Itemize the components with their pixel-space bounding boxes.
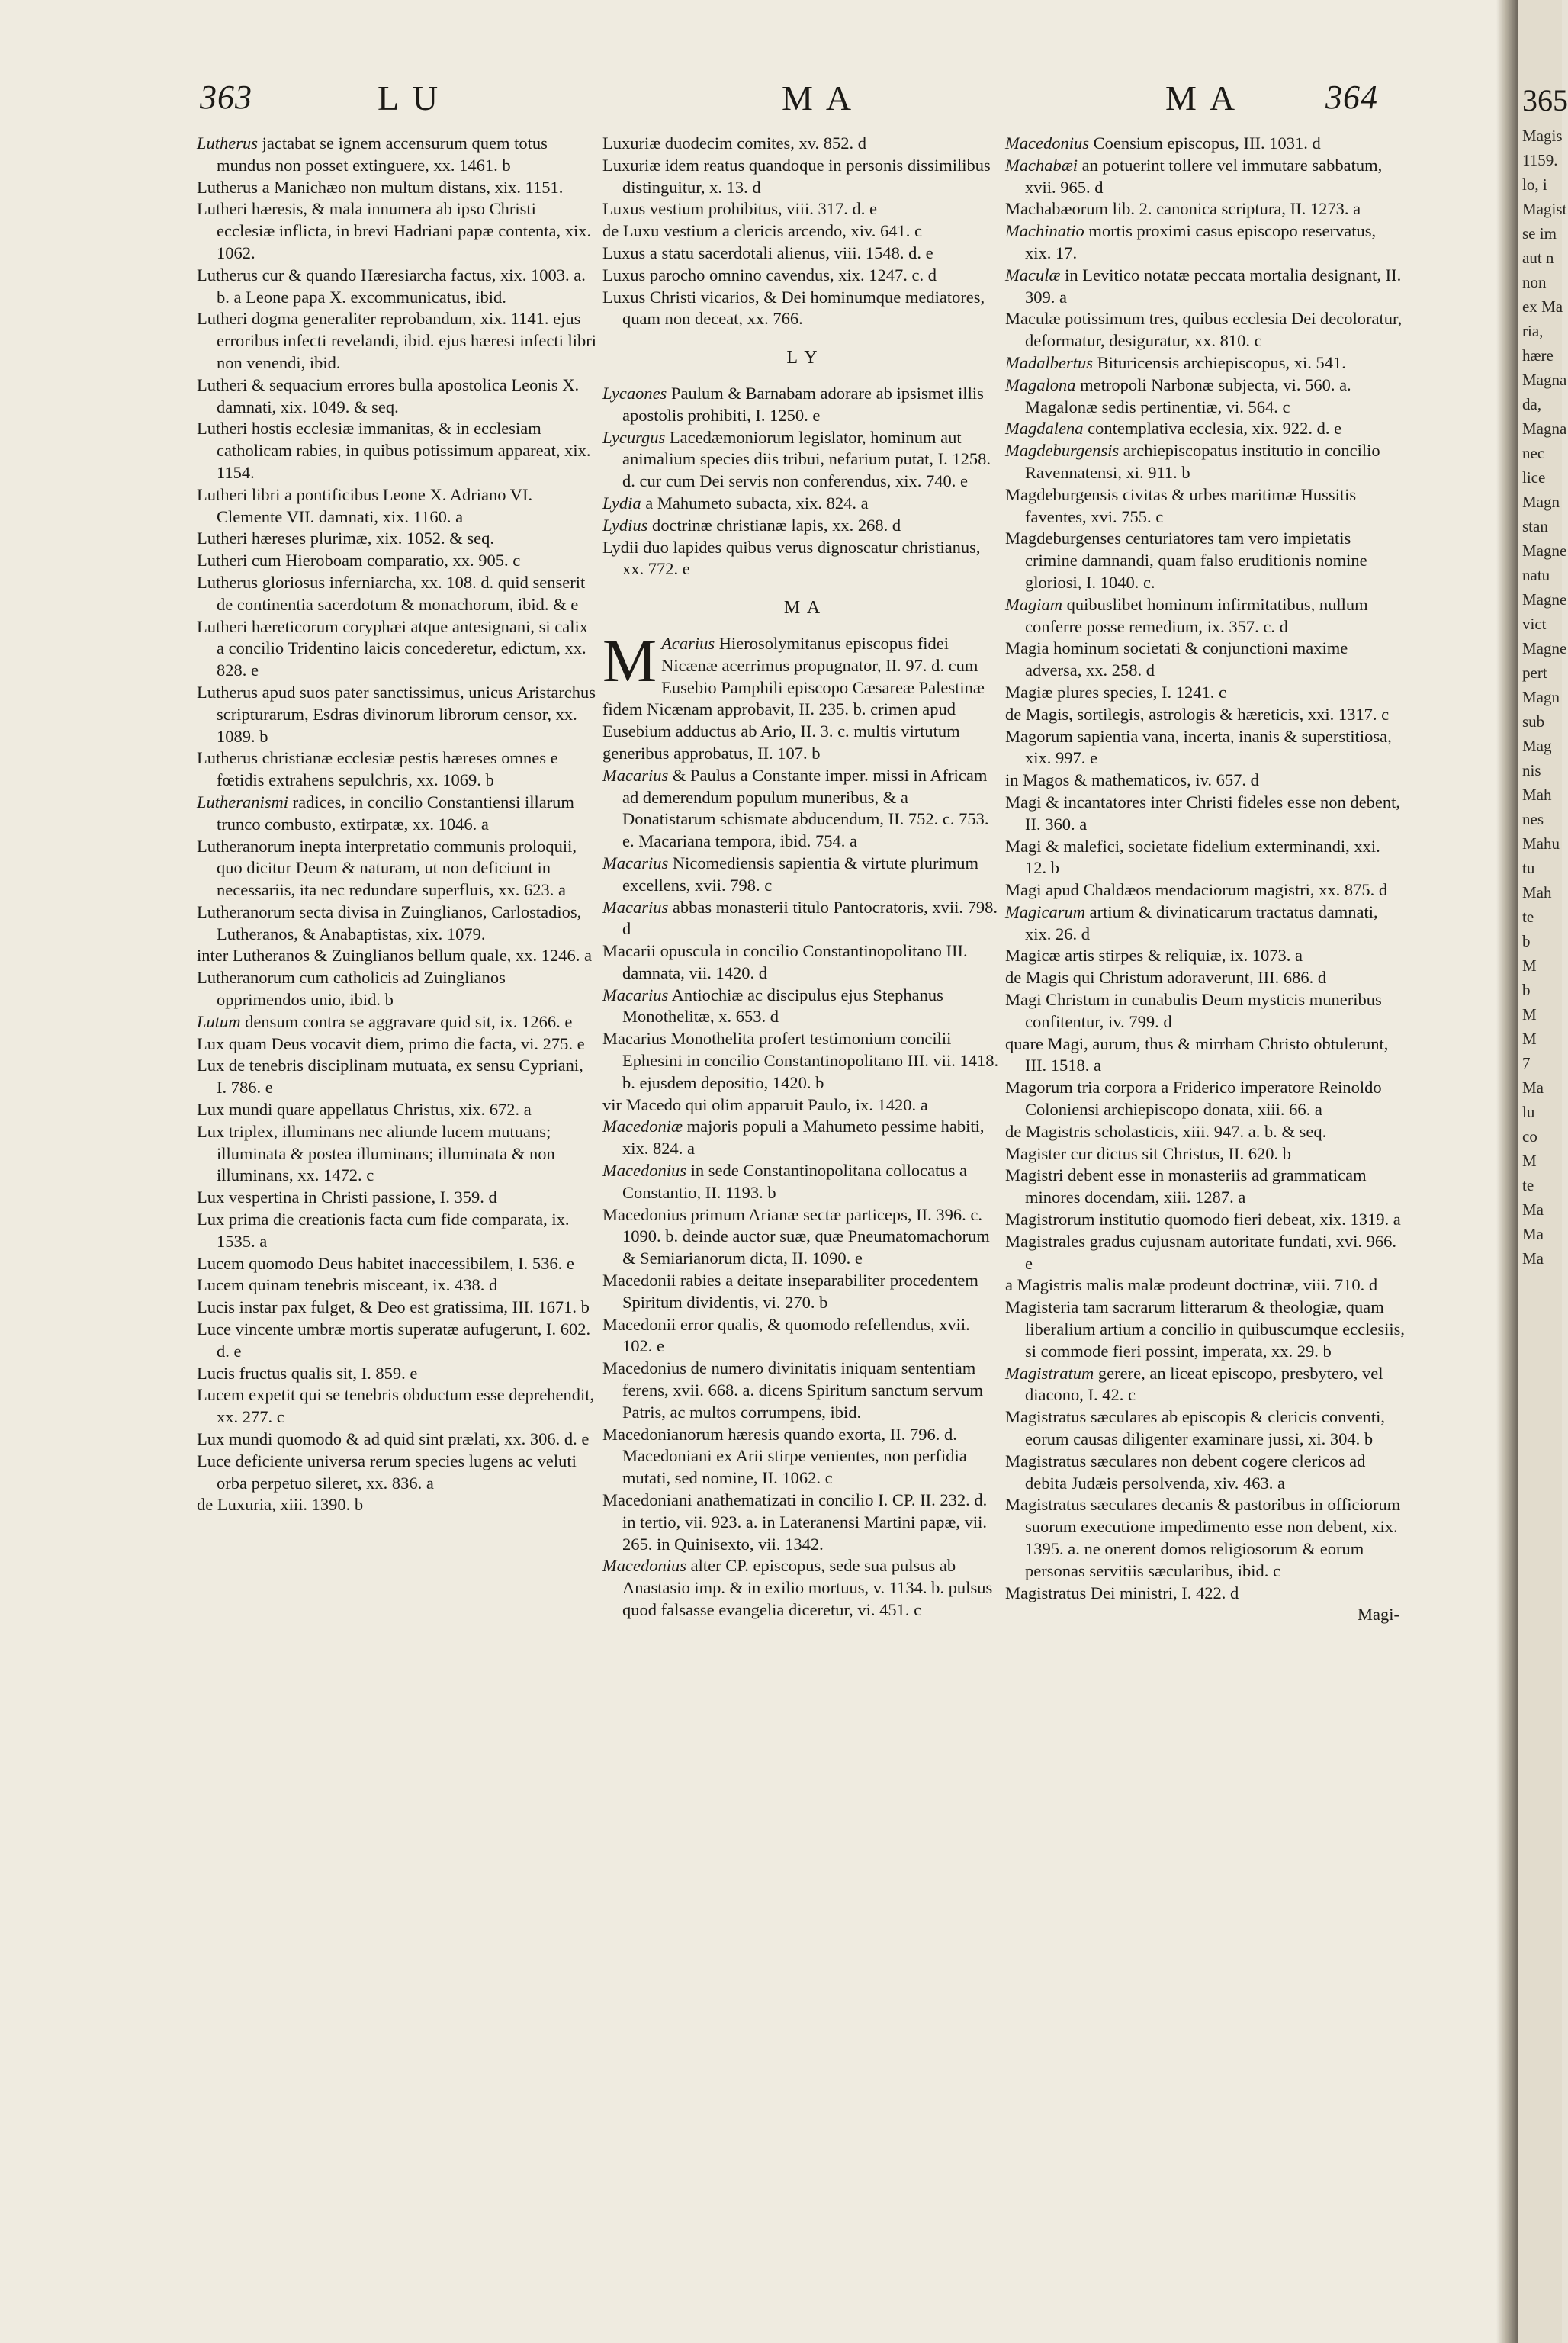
entry-text: a Mahumeto subacta, xix. 824. a [641, 493, 869, 513]
entry-text: Luxuriæ duodecim comites, xv. 852. d [602, 133, 866, 153]
index-entry [1005, 1033, 1406, 1078]
entry-text: de Luxu vestium a clericis arcendo, xiv. 641. c [602, 221, 923, 241]
entry-headword: Maculæ [1005, 265, 1061, 284]
book-gutter [1496, 0, 1518, 2343]
adjacent-page-fragment: natu [1522, 566, 1550, 584]
entry-headword: Magicarum [1005, 902, 1085, 921]
adjacent-page-fragment: Mag [1522, 737, 1552, 755]
index-entry [602, 537, 1003, 581]
entry-text: Magdeburgensis civitas & urbes maritimæ Hussitis faventes, xvi. 755. c [1005, 484, 1357, 526]
entry-text: Lutheri libri a pontificibus Leone X. Adriano VI. Clemente VII. damnati, xix. 1160. a [197, 484, 533, 526]
entry-text: Magicæ artis stirpes & reliquiæ, ix. 1073. a [1005, 946, 1303, 966]
index-entry [1005, 374, 1406, 419]
entry-text: Magorum sapientia vana, incerta, inanis & superstitiosa, xix. 997. e [1005, 726, 1392, 768]
index-entry [602, 427, 1003, 493]
index-entry [1005, 704, 1406, 726]
index-entry [197, 902, 597, 946]
index-entry [197, 1297, 597, 1319]
entry-text: Magi apud Chaldæos mendaciorum magistri, xx. 875. d [1005, 880, 1388, 900]
index-entry [197, 572, 597, 616]
index-entry [602, 265, 1003, 287]
entry-text: Luce vincente umbræ mortis superatæ aufugerunt, I. 602. d. e [197, 1319, 591, 1361]
index-entry [602, 1424, 1003, 1490]
entry-text: de Magistris scholasticis, xiii. 947. a. b. & seq. [1005, 1121, 1327, 1141]
entry-text: artium & divinaticarum tractatus damnati, xix. 26. d [1025, 902, 1378, 943]
adjacent-page-fragment: hære [1522, 346, 1554, 365]
index-entry [602, 1094, 1003, 1117]
index-entry [197, 1494, 597, 1516]
entry-headword: Lydia [602, 493, 641, 513]
entry-text: Lux mundi quomodo & ad quid sint prælati, xx. 306. d. e [197, 1429, 590, 1449]
adjacent-page-fragment: Magna [1522, 371, 1567, 389]
index-entry [602, 1270, 1003, 1314]
index-entry [1005, 1274, 1406, 1297]
entry-headword: Macedoniæ [602, 1117, 683, 1136]
index-entry [197, 792, 597, 836]
entry-text: Luxus vestium prohibitus, viii. 317. d. e [602, 199, 877, 219]
index-entry [1005, 1297, 1406, 1362]
index-entry [197, 1099, 597, 1121]
index-entry [197, 967, 597, 1011]
adjacent-page-fragment: pert [1522, 664, 1547, 682]
entry-text: in sede Constantinopolitana collocatus a Constantio, II. 1193. b [622, 1161, 968, 1202]
entry-text: de Magis, sortilegis, astrologis & hæreticis, xxi. 1317. c [1005, 704, 1390, 724]
index-entry [1005, 1583, 1406, 1605]
entry-headword: Lycaones [602, 383, 667, 403]
index-entry [197, 1011, 597, 1033]
entry-text: Macarius Monothelita profert testimonium concilii Ephesini in concilio Constantinopolitano III. vii. 1418. b. ejusdem depositio, 1420. b [602, 1029, 999, 1092]
adjacent-page-fragment: Mah [1522, 786, 1552, 804]
entry-text: Lutherus cur & quando Hæresiarcha factus, xix. 1003. a. b. a Leone papa X. excommunicatus, ibid. [197, 265, 586, 307]
index-entry [1005, 682, 1406, 704]
entry-text: mortis proximi casus episcopo reservatus, xix. 17. [1025, 221, 1377, 262]
entry-text: Lutheri hostis ecclesiæ immanitas, & in ecclesiam catholicam rabies, in quibus potissimum appareat, xix. 1154. [197, 419, 591, 482]
entry-text: Maculæ potissimum tres, quibus ecclesia Dei decoloratur, deformatur, desiguratur, xx. 810. c [1005, 309, 1403, 351]
entry-headword: Macarius [602, 985, 669, 1004]
adjacent-page-fragment: lo, i [1522, 175, 1547, 194]
index-entry [1005, 440, 1406, 484]
index-entry [602, 243, 1003, 265]
entry-text: archiepiscopatus institutio in concilio Ravennatensi, xi. 911. b [1025, 441, 1380, 482]
entry-text: Magistratus sæculares ab episcopis & clericis conventi, eorum causas diligenter examinare jussi, xi. 304. b [1005, 1407, 1385, 1449]
index-entry [197, 1363, 597, 1385]
index-entry [1005, 1363, 1406, 1407]
index-entry [197, 1033, 597, 1056]
entry-text: Lux prima die creationis facta cum fide comparata, ix. 1535. a [197, 1210, 570, 1251]
adjacent-page-fragment: 1159. [1522, 151, 1558, 169]
adjacent-page-fragment: Magist [1522, 200, 1567, 218]
index-entry [197, 198, 597, 264]
adjacent-page-fragment: Ma [1522, 1078, 1544, 1097]
entry-text: Lacedæmoniorum legislator, hominum aut animalium species diis tribui, nefarium putat, I. 1258. d. cur cum Dei servis non conferendus, xix. 740. e [622, 427, 991, 491]
entry-text: Luxus a statu sacerdotali alienus, viii. 1548. d. e [602, 243, 933, 262]
adjacent-page-fragment: non [1522, 273, 1547, 291]
entry-text: Macedonius primum Arianæ sectæ particeps, II. 396. c. 1090. b. deinde auctor suæ, quæ Pneumatomachorum & Semiarianorum dicta, II. 1090. e [602, 1204, 990, 1268]
index-entry [1005, 1231, 1406, 1275]
index-entry [602, 133, 1003, 155]
entry-text: an potuerint tollere vel immutare sabbatum, xvii. 965. d [1025, 155, 1383, 197]
entry-headword: Lutheranismi [197, 792, 289, 812]
left-running-head: L U [378, 79, 442, 117]
index-entry [197, 484, 597, 529]
entry-headword: Lutum [197, 1011, 241, 1031]
adjacent-page-number: 365 [1522, 83, 1568, 117]
adjacent-page-fragment: co [1522, 1127, 1537, 1146]
index-entry [1005, 989, 1406, 1033]
index-entry [1005, 484, 1406, 529]
index-entry [197, 1451, 597, 1495]
index-entry [197, 747, 597, 792]
index-entry [602, 1490, 1003, 1555]
adjacent-page-fragment: lice [1522, 468, 1546, 487]
adjacent-page-fragment: M [1522, 956, 1537, 975]
entry-text: Lutheri cum Hieroboam comparatio, xx. 905. c [197, 551, 521, 570]
index-entry [602, 198, 1003, 220]
index-entry [1005, 418, 1406, 440]
index-entry [602, 493, 1003, 515]
index-entry [602, 940, 1003, 985]
entry-text: majoris populi a Mahumeto pessime habiti, xix. 824. a [622, 1117, 985, 1159]
index-entry [602, 1358, 1003, 1423]
entry-text: Lutherus a Manichæo non multum distans, xix. 1151. [197, 177, 564, 197]
adjacent-page-fragment: se im [1522, 224, 1557, 243]
entry-headword: Magistratum [1005, 1363, 1094, 1383]
entry-text: Macedoniani anathematizati in concilio I. CP. II. 232. d. in tertio, vii. 923. a. in Lateranensi Martini papæ, vii. 265. in Quinisexto, vii. 1342. [602, 1490, 988, 1554]
entry-text: Luxus Christi vicarios, & Dei hominumque mediatores, quam non deceat, xx. 766. [602, 287, 985, 329]
entry-text: Nicomediensis sapientia & virtute plurimum excellens, xvii. 798. c [622, 853, 979, 895]
entry-text: jactabat se ignem accensurum quem totus mundus non posset extinguere, xx. 1461. b [217, 133, 548, 175]
entry-text: quibuslibet hominum infirmitatibus, nullum conferre posse remedium, ix. 357. c. d [1025, 594, 1368, 636]
index-entry [602, 1116, 1003, 1160]
right-running-head: M A [1165, 79, 1239, 117]
entry-text: de Magis qui Christum adoraverunt, III. 686. d [1005, 968, 1327, 988]
index-entry [197, 1209, 597, 1253]
entry-text: vir Macedo qui olim apparuit Paulo, ix. 1420. a [602, 1094, 928, 1114]
adjacent-page-fragment: vict [1522, 615, 1547, 633]
entry-text: Lutherus apud suos pater sanctissimus, unicus Aristarchus scripturarum, Esdras divinorum librorum censor, xx. 1089. b [197, 682, 596, 746]
index-entry [197, 265, 597, 309]
entry-text: Lutherus christianæ ecclesiæ pestis hæreses omnes e fœtidis extrahens sepulchris, xx. 1069. b [197, 748, 558, 790]
entry-text: densum contra se aggravare quid sit, ix. 1266. e [240, 1011, 573, 1031]
index-entry [602, 765, 1003, 853]
index-entry [1005, 792, 1406, 836]
index-entry [197, 528, 597, 550]
adjacent-page-fragment: Mah [1522, 883, 1552, 902]
adjacent-page-fragment: da, [1522, 395, 1542, 413]
entry-headword: Magdeburgensis [1005, 441, 1120, 461]
entry-text: Lutheri hæreticorum coryphæi atque antesignani, si calix a concilio Tridentino laicis concederetur, edictum, xx. 828. e [197, 616, 588, 680]
index-entry [1005, 638, 1406, 682]
entry-text: Lutheranorum cum catholicis ad Zuinglianos opprimendos unio, ibid. b [197, 968, 506, 1010]
entry-text: in Levitico notatæ peccata mortalia designant, II. 309. a [1025, 265, 1402, 307]
adjacent-page-fragment: stan [1522, 517, 1548, 535]
adjacent-page-fragment: aut n [1522, 249, 1554, 267]
entry-text: Luxuriæ idem reatus quandoque in personis dissimilibus distinguitur, x. 13. d [602, 155, 991, 197]
entry-text: Lydii duo lapides quibus verus dignoscatur christianus, xx. 772. e [602, 537, 981, 579]
index-entry [197, 177, 597, 199]
adjacent-page-fragment: Magn [1522, 493, 1560, 511]
entry-text: de Luxuria, xiii. 1390. b [197, 1495, 364, 1515]
index-entry [1005, 308, 1406, 352]
entry-headword: Macarius [602, 853, 669, 873]
index-entry [1005, 879, 1406, 902]
index-entry [197, 945, 597, 967]
adjacent-page-fragment: Magne [1522, 542, 1567, 560]
adjacent-page-fragment: Ma [1522, 1249, 1544, 1268]
entry-headword: Macedonius [1005, 133, 1089, 153]
entry-headword: Macedonius [602, 1161, 686, 1181]
entry-text: Lux vespertina in Christi passione, I. 359. d [197, 1188, 497, 1207]
entry-headword: Acarius [661, 633, 715, 653]
index-entry [197, 616, 597, 682]
entry-text: Magi Christum in cunabulis Deum mysticis muneribus confitentur, iv. 799. d [1005, 990, 1382, 1031]
entry-headword: Macarius [602, 765, 669, 785]
index-entry [1005, 726, 1406, 770]
entry-text: abbas monasterii titulo Pantocratoris, xvii. 798. d [622, 897, 998, 939]
index-entry [602, 1314, 1003, 1358]
entry-text: Magi & incantatores inter Christi fideles esse non debent, II. 360. a [1005, 792, 1400, 834]
index-entry [1005, 1077, 1406, 1121]
entry-headword: Madalbertus [1005, 352, 1093, 372]
entry-text: Lucis instar pax fulget, & Deo est gratissima, III. 1671. b [197, 1297, 590, 1317]
entry-headword: Lutherus [197, 133, 259, 153]
index-entry [602, 985, 1003, 1029]
index-entry [1005, 1165, 1406, 1209]
index-entry [1005, 352, 1406, 374]
adjacent-page-fragment: M [1522, 1005, 1537, 1024]
index-entry [1005, 1494, 1406, 1582]
entry-headword: Lycurgus [602, 427, 666, 447]
entry-text: Luxus parocho omnino cavendus, xix. 1247. c. d [602, 265, 937, 284]
index-column-middle [602, 133, 1003, 1621]
entry-text: Lutheri & sequacium errores bulla apostolica Leonis X. damnati, xix. 1049. & seq. [197, 374, 580, 416]
index-column-left [197, 133, 597, 1516]
entry-text: Lutheri dogma generaliter reprobandum, xix. 1141. ejus erroribus infecti revelandi, ibid. ejus hæresi infecti libri non venendi, ibid. [197, 309, 596, 372]
adjacent-page-fragment: b [1522, 981, 1531, 999]
center-running-head: M A [782, 79, 855, 117]
index-entry [602, 287, 1003, 331]
entry-text: Lutherus gloriosus inferniarcha, xx. 108. d. quid senserit de continentia sacerdotum & monachorum, ibid. & e [197, 572, 586, 614]
adjacent-page-fragment: Ma [1522, 1200, 1544, 1219]
entry-text: Coensium episcopus, III. 1031. d [1088, 133, 1321, 153]
entry-text: Lucem quomodo Deus habitet inaccessibilem, I. 536. e [197, 1253, 574, 1273]
index-entry [602, 1028, 1003, 1094]
adjacent-page-fragment: Magn [1522, 688, 1560, 706]
entry-text: doctrinæ christianæ lapis, xx. 268. d [647, 515, 901, 535]
index-entry [1005, 902, 1406, 946]
index-entry [602, 853, 1003, 897]
adjacent-page-fragment: sub [1522, 712, 1545, 731]
index-entry [1005, 220, 1406, 265]
index-entry [602, 515, 1003, 537]
index-entry [602, 897, 1003, 941]
entry-headword: Machinatio [1005, 221, 1084, 241]
index-entry [1005, 945, 1406, 967]
adjacent-page-fragment: nis [1522, 761, 1541, 779]
index-entry [1005, 528, 1406, 593]
right-page-number: 364 [1325, 79, 1378, 116]
entry-text: Lucem expetit qui se tenebris obductum esse deprehendit, xx. 277. c [197, 1385, 595, 1427]
section-heading-ma: M A [783, 598, 822, 619]
index-column-right [1005, 133, 1406, 1626]
index-entry [197, 682, 597, 747]
entry-text: & Paulus a Constante imper. missi in Africam ad demerendum populum muneribus, & a Donatistarum schismate abducendum, II. 752. c. 753. e. Macariana tempora, ibid. 754. a [622, 765, 989, 851]
adjacent-page-fragment: ex Ma [1522, 297, 1563, 316]
entry-text: Magister cur dictus sit Christus, II. 620. b [1005, 1143, 1291, 1163]
entry-text: metropoli Narbonæ subjecta, vi. 560. a. Magalonæ sedis pertinentiæ, vi. 564. c [1025, 374, 1351, 416]
index-entry [602, 1555, 1003, 1621]
index-entry [197, 1429, 597, 1451]
index-entry [1005, 1406, 1406, 1451]
index-entry [1005, 1143, 1406, 1165]
index-entry [1005, 1209, 1406, 1231]
index-entry [1005, 133, 1406, 155]
entry-text: Antiochiæ ac discipulus ejus Stephanus Monothelitæ, x. 653. d [622, 985, 943, 1027]
entry-text: Magistrorum institutio quomodo fieri debeat, xix. 1319. a [1005, 1210, 1401, 1229]
entry-text: Lutheri hæresis, & mala innumera ab ipso Christi ecclesiæ inflicta, in brevi Hadriani papæ contenta, xix. 1062. [197, 199, 592, 262]
entry-text: Paulum & Barnabam adorare ab ipsismet illis apostolis prohibiti, I. 1250. e [622, 383, 984, 425]
index-entry [197, 550, 597, 572]
entry-text: contemplativa ecclesia, xix. 922. d. e [1083, 419, 1342, 439]
entry-text: Macedonii rabies a deitate inseparabiliter procedentem Spiritum dividentis, vi. 270. b [602, 1271, 978, 1312]
index-entry [197, 418, 597, 484]
entry-text: a Magistris malis malæ prodeunt doctrinæ, viii. 710. d [1005, 1275, 1378, 1295]
index-entry [602, 1204, 1003, 1270]
adjacent-page-fragment: Magne [1522, 590, 1567, 609]
entry-headword: Lydius [602, 515, 648, 535]
entry-headword: Macarius [602, 897, 669, 917]
entry-text: in Magos & mathematicos, iv. 657. d [1005, 770, 1259, 790]
index-entry [197, 1274, 597, 1297]
drop-capital: M [602, 627, 657, 695]
adjacent-page-fragment: Magis [1522, 127, 1563, 145]
entry-text: Lux de tenebris disciplinam mutuata, ex sensu Cypriani, I. 786. e [197, 1056, 583, 1098]
index-entry [602, 220, 1003, 243]
index-entry [197, 1253, 597, 1275]
entry-headword: Magdalena [1005, 419, 1084, 439]
entry-text: Magistri debent esse in monasteriis ad grammaticam minores docendam, xiii. 1287. a [1005, 1165, 1367, 1207]
adjacent-page-fragment: Ma [1522, 1225, 1544, 1243]
index-entry [197, 1055, 597, 1099]
adjacent-page-fragment: 7 [1522, 1054, 1531, 1072]
entry-text: Lux mundi quare appellatus Christus, xix. 672. a [197, 1100, 532, 1120]
entry-headword: Magalona [1005, 374, 1076, 394]
adjacent-page-fragment: te [1522, 908, 1534, 926]
index-entry [1005, 1121, 1406, 1143]
entry-text: Macedonius de numero divinitatis iniquam sententiam ferens, xvii. 668. a. dicens Spiritum sanctum servum Patris, ac multos corrumpens, ibid. [602, 1358, 984, 1422]
catchword: Magi- [1358, 1605, 1399, 1625]
adjacent-page-fragment: lu [1522, 1103, 1535, 1121]
adjacent-page-fragment: nec [1522, 444, 1545, 462]
entry-text: Magiæ plures species, I. 1241. c [1005, 682, 1226, 702]
entry-headword: Magiam [1005, 594, 1062, 614]
entry-text: inter Lutheranos & Zuinglianos bellum quale, xx. 1246. a [197, 946, 593, 966]
index-entry [602, 1160, 1003, 1204]
index-entry [1005, 1451, 1406, 1495]
entry-text: alter CP. episcopus, sede sua pulsus ab Anastasio imp. & in exilio mortuus, v. 1134. b. pulsus quod falsasse evangelia diceretur, vi. 451. c [622, 1556, 993, 1619]
index-entry [197, 133, 597, 177]
index-entry [1005, 594, 1406, 638]
entry-text: Lucis fructus qualis sit, I. 859. e [197, 1363, 418, 1383]
left-page-number: 363 [200, 79, 252, 116]
entry-text: Magorum tria corpora a Friderico imperatore Reinoldo Coloniensi archiepiscopo donata, xiii. 66. a [1005, 1078, 1382, 1120]
adjacent-page-fragment: Magne [1522, 639, 1567, 657]
index-entry [1005, 198, 1406, 220]
index-entry [1005, 836, 1406, 880]
entry-headword: Macedonius [602, 1556, 686, 1576]
index-entry [197, 836, 597, 902]
entry-text: Lucem quinam tenebris misceant, ix. 438. d [197, 1275, 498, 1295]
entry-text: Magisteria tam sacrarum litterarum & theologiæ, quam liberalium artium a concilio in quibuscumque ecclesiis, si commode fieri possint, imperata, xx. 29. b [1005, 1297, 1405, 1361]
entry-text: Macedonianorum hæresis quando exorta, II. 796. d. Macedoniani ex Arii stirpe venientes, non perfidia mutati, sed nomine, II. 1062. c [602, 1424, 967, 1488]
index-entry [197, 1121, 597, 1187]
adjacent-page-fragment: M [1522, 1152, 1537, 1170]
entry-text: Lux quam Deus vocavit diem, primo die facta, vi. 275. e [197, 1033, 585, 1053]
adjacent-page-fragment: Magna [1522, 419, 1567, 438]
entry-text: Machabæorum lib. 2. canonica scriptura, II. 1273. a [1005, 199, 1361, 219]
index-entry [197, 308, 597, 374]
index-entry [1005, 265, 1406, 309]
index-entry [197, 1319, 597, 1363]
index-entry [1005, 155, 1406, 199]
entry-text: Macarii opuscula in concilio Constantinopolitano III. damnata, vii. 1420. d [602, 941, 968, 982]
entry-text: Magia hominum societati & conjunctioni maxime adversa, xx. 258. d [1005, 638, 1348, 680]
adjacent-page-fragment: M [1522, 1030, 1537, 1048]
index-entry [197, 374, 597, 419]
adjacent-page-edge [1518, 0, 1568, 2343]
entry-text: Macedonii error qualis, & quomodo refellendus, xvii. 102. e [602, 1314, 970, 1356]
entry-text: Magistratus sæculares non debent cogere clericos ad debita Judæis persolvenda, xiv. 463. a [1005, 1451, 1366, 1493]
entry-text: quare Magi, aurum, thus & mirrham Christo obtulerunt, III. 1518. a [1005, 1033, 1389, 1075]
entry-text: Magdeburgenses centuriatores tam vero impietatis crimine damnandi, quam falso eruditionis nomine gloriosi, I. 1040. c. [1005, 529, 1367, 592]
entry-text: Hierosolymitanus episcopus fidei Nicænæ acerrimus propugnator, II. 97. d. cum Eusebio Pamphili episcopo Cæsareæ Palestinæ fidem Nicænam approbavit, II. 235. b. crimen apud Eusebium adductus ab Ario, II. 3. c. multis virtutum generibus approbatus, II. 107. b [602, 633, 985, 763]
index-entry [197, 1187, 597, 1209]
adjacent-page-fragment: b [1522, 932, 1531, 950]
entry-text: Magistratus sæculares decanis & pastoribus in officiorum suorum executione impedimento esse non debent, xix. 1395. a. ne onerent domos religiosorum & eorum personas servitiis sæcularibus, ibid. c [1005, 1495, 1401, 1580]
entry-text: Lutheranorum inepta interpretatio communis proloquii, quo dicitur Deum & naturam, ut non deficiunt in necessariis, ita nec redundare superfluis, xx. 623. a [197, 836, 577, 900]
entry-text: Luce deficiente universa rerum species lugens ac veluti orba perpetuo sileret, xx. 836. a [197, 1451, 577, 1493]
entry-text: Lux triplex, illuminans nec aliunde lucem mutuans; illuminata & postea illuminans; illuminata & non illuminans, xx. 1472. c [197, 1121, 555, 1185]
index-entry [1005, 967, 1406, 989]
section-heading-ly: L Y [786, 348, 819, 368]
adjacent-page-fragment: nes [1522, 810, 1544, 828]
index-entry [1005, 770, 1406, 792]
entry-text: radices, in concilio Constantiensi illarum trunco combusto, extirpatæ, xx. 1046. a [217, 792, 574, 834]
index-entry-macarius-first [602, 627, 1003, 765]
adjacent-page-fragment: ria, [1522, 322, 1544, 340]
index-entry [602, 383, 1003, 427]
entry-text: Lutheranorum secta divisa in Zuinglianos, Carlostadios, Lutheranos, & Anabaptistas, xix. 1079. [197, 902, 582, 943]
adjacent-page-fragment: te [1522, 1176, 1534, 1194]
entry-text: Bituricensis archiepiscopus, xi. 541. [1093, 352, 1346, 372]
index-entry [197, 1384, 597, 1429]
index-entry [602, 155, 1003, 199]
entry-headword: Machabæi [1005, 155, 1078, 175]
adjacent-page-fragment: Mahu [1522, 834, 1560, 853]
entry-text: gerere, an liceat episcopo, presbytero, vel diacono, I. 42. c [1025, 1363, 1383, 1405]
adjacent-page-fragment: tu [1522, 859, 1535, 877]
entry-text: Magistratus Dei ministri, I. 422. d [1005, 1583, 1239, 1602]
entry-text: Lutheri hæreses plurimæ, xix. 1052. & seq. [197, 529, 494, 548]
entry-text: Magistrales gradus cujusnam autoritate fundati, xvi. 966. e [1005, 1231, 1397, 1273]
entry-text: Magi & malefici, societate fidelium exterminandi, xxi. 12. b [1005, 836, 1380, 878]
